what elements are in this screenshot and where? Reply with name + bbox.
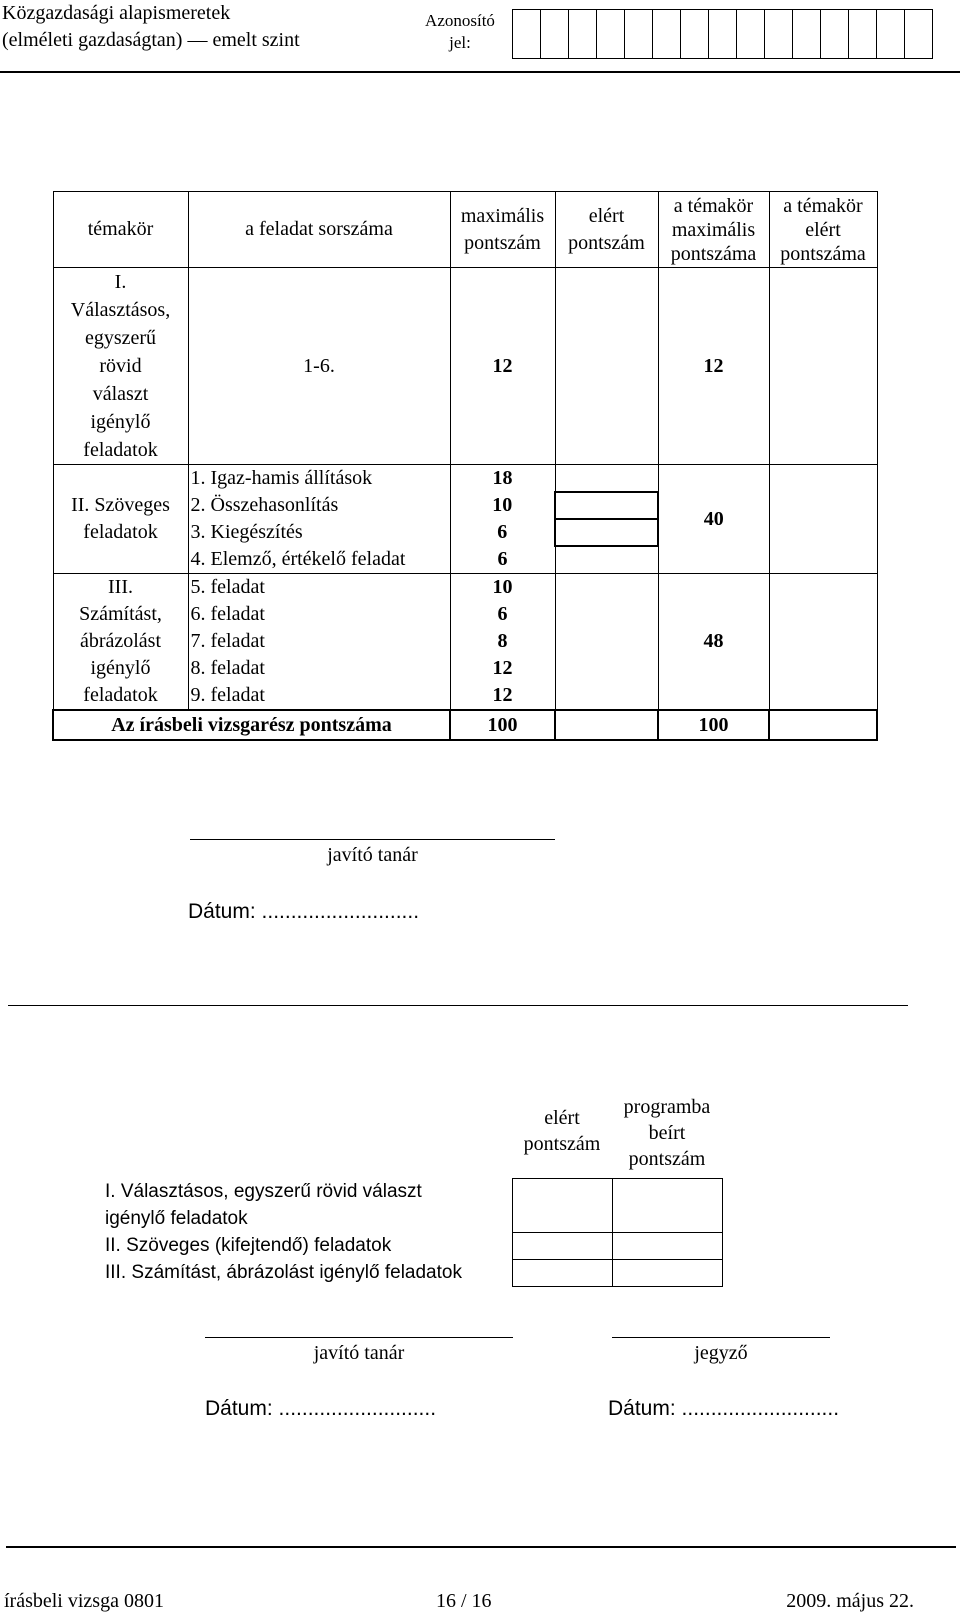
grader-role-2: javító tanár — [313, 1342, 405, 1364]
topic-cell-2 — [53, 465, 188, 574]
table-row — [53, 574, 877, 602]
id-box[interactable] — [764, 9, 793, 59]
id-box[interactable] — [904, 9, 933, 59]
header-divider — [0, 71, 960, 73]
header-topic-earned — [769, 192, 877, 268]
summary-header-program-l3: pontszám — [628, 1148, 706, 1170]
header-max-points-l1: maximális — [460, 204, 545, 227]
header-max-points-l2: pontszám — [464, 231, 541, 254]
total-topic-max: 100 — [658, 710, 769, 740]
summary-row — [102, 1232, 722, 1259]
topic-line: I. — [114, 271, 127, 293]
task-earned[interactable] — [555, 546, 658, 574]
header-topic-earned-l3: pontszáma — [780, 242, 866, 265]
footer-divider — [6, 1546, 956, 1548]
signature-line — [190, 839, 555, 840]
total-max: 100 — [450, 710, 555, 740]
summary-row-label-l1: I. Választásos, egyszerű rövid választ — [105, 1181, 422, 1202]
task-max: 12 — [450, 682, 555, 710]
summary-row — [102, 1259, 722, 1286]
topic-line: feladatok — [83, 684, 158, 706]
summary-row-label: III. Számítást, ábrázolást igénylő feladatok — [105, 1262, 462, 1283]
task-earned[interactable] — [555, 492, 658, 519]
footer-date: 2009. május 22. — [786, 1590, 914, 1612]
footer-page-number: 16 / 16 — [436, 1590, 492, 1612]
topic-line: egyszerű — [84, 327, 157, 349]
summary-earned-cell[interactable] — [512, 1178, 612, 1232]
task-earned[interactable] — [555, 519, 658, 546]
topic-line: igénylő — [90, 657, 151, 679]
topic-line: rövid — [99, 355, 142, 377]
id-label-line1: Azonosító — [425, 11, 495, 30]
topic-line: feladatok — [83, 439, 158, 461]
topic-earned[interactable] — [769, 268, 877, 465]
footer-left: írásbeli vizsga 0801 — [4, 1590, 164, 1612]
topic-earned[interactable] — [769, 574, 877, 711]
document-header-title — [2, 0, 300, 54]
summary-header-earned-l1: elért — [544, 1107, 580, 1129]
summary-program-cell[interactable] — [612, 1232, 722, 1259]
topic-line: II. Szöveges — [71, 494, 170, 516]
task-name: 2. Összehasonlítás — [188, 492, 450, 519]
task-name: 8. feladat — [188, 655, 450, 682]
summary-earned-cell[interactable] — [512, 1259, 612, 1286]
id-box[interactable] — [680, 9, 709, 59]
grader-role: javító tanár — [327, 844, 418, 866]
task-name: 7. feladat — [188, 628, 450, 655]
task-name: 4. Elemző, értékelő feladat — [188, 546, 450, 574]
total-earned[interactable] — [555, 710, 658, 740]
header-max-points — [450, 192, 555, 268]
topic-line: feladatok — [83, 521, 158, 543]
summary-row-label — [102, 1178, 512, 1232]
header-topic-max-l2: maximális — [671, 218, 756, 241]
topic-cell-1 — [53, 268, 188, 465]
task-name: 1-6. — [188, 268, 450, 465]
task-earned[interactable] — [555, 628, 658, 655]
task-max: 10 — [450, 492, 555, 519]
header-earned-points-l2: pontszám — [568, 231, 645, 254]
total-label: Az írásbeli vizsgarész pontszáma — [53, 710, 450, 740]
section-divider — [8, 1005, 908, 1006]
header-title-line1: Közgazdasági alapismeretek — [2, 2, 231, 24]
score-table — [52, 191, 878, 741]
topic-earned[interactable] — [769, 465, 877, 574]
table-row — [53, 268, 877, 465]
signature-line-right — [612, 1337, 830, 1338]
task-max: 12 — [450, 268, 555, 465]
summary-row-label-l2: igénylő feladatok — [105, 1208, 248, 1229]
summary-header-earned-l2: pontszám — [523, 1133, 601, 1155]
header-topic-earned-l1: a témakör — [783, 194, 863, 217]
id-box[interactable] — [792, 9, 821, 59]
summary-header-row — [102, 1134, 722, 1178]
total-topic-earned[interactable] — [769, 710, 877, 740]
id-label — [420, 10, 500, 54]
task-max: 6 — [450, 601, 555, 628]
topic-line: III. — [108, 576, 133, 598]
id-box[interactable] — [512, 9, 541, 59]
header-topic-max-l1: a témakör — [673, 194, 754, 217]
summary-program-cell[interactable] — [612, 1259, 722, 1286]
id-box[interactable] — [820, 9, 849, 59]
header-task-number: a feladat sorszáma — [188, 192, 450, 268]
task-max: 6 — [450, 519, 555, 546]
header-topic-earned-l2: elért — [805, 218, 841, 241]
table-row — [53, 465, 877, 493]
topic-line: ábrázolást — [79, 630, 162, 652]
id-box[interactable] — [876, 9, 905, 59]
topic-line: Választásos, — [70, 299, 171, 321]
total-row — [53, 710, 877, 740]
id-box[interactable] — [624, 9, 653, 59]
date-field-right[interactable]: Dátum: ........................... — [608, 1397, 840, 1420]
id-label-line2: jel: — [449, 33, 471, 52]
registrar-role: jegyző — [694, 1342, 748, 1364]
summary-program-cell[interactable] — [612, 1178, 722, 1232]
date-field-left[interactable]: Dátum: ........................... — [205, 1397, 437, 1420]
task-name: 3. Kiegészítés — [188, 519, 450, 546]
header-topic: témakör — [53, 192, 188, 268]
task-name: 6. feladat — [188, 601, 450, 628]
id-code-boxes[interactable] — [512, 9, 932, 59]
summary-header-empty — [102, 1134, 512, 1178]
id-box[interactable] — [652, 9, 681, 59]
task-max: 10 — [450, 574, 555, 602]
summary-row-label: II. Szöveges (kifejtendő) feladatok — [105, 1235, 392, 1256]
header-earned-points — [555, 192, 658, 268]
header-topic-max-l3: pontszáma — [670, 242, 757, 265]
topic-line: Számítást, — [79, 603, 162, 625]
summary-header-earned-wrap — [512, 1105, 612, 1157]
task-name: 9. feladat — [188, 682, 450, 710]
header-title-line2: (elméleti gazdaságtan) — emelt szint — [2, 29, 300, 51]
topic-line: választ — [92, 383, 149, 405]
summary-header-program — [612, 1096, 722, 1178]
summary-row — [102, 1178, 722, 1232]
date-field[interactable]: Dátum: ........................... — [188, 900, 420, 923]
task-earned[interactable] — [555, 601, 658, 628]
task-earned[interactable] — [555, 655, 658, 682]
id-box[interactable] — [736, 9, 765, 59]
header-earned-points-l1: elért — [588, 204, 625, 227]
task-max: 18 — [450, 465, 555, 493]
summary-header-earned — [512, 1107, 612, 1178]
summary-table — [102, 1096, 723, 1287]
score-table-header-row — [53, 192, 877, 268]
topic-max: 40 — [658, 465, 769, 574]
task-earned[interactable] — [555, 574, 658, 602]
summary-header-program-l1: programba — [623, 1096, 711, 1118]
summary-earned-cell[interactable] — [512, 1232, 612, 1259]
header-topic-max — [658, 192, 769, 268]
topic-max: 48 — [658, 574, 769, 711]
id-box[interactable] — [568, 9, 597, 59]
summary-header-program-wrap — [612, 1094, 722, 1172]
summary-header-program-l2: beírt — [648, 1122, 686, 1144]
task-max: 12 — [450, 655, 555, 682]
task-earned[interactable] — [555, 465, 658, 493]
task-max: 8 — [450, 628, 555, 655]
task-name: 5. feladat — [188, 574, 450, 602]
topic-cell-3 — [53, 574, 188, 711]
task-name: 1. Igaz-hamis állítások — [188, 465, 450, 493]
id-box[interactable] — [708, 9, 737, 59]
task-earned[interactable] — [555, 682, 658, 710]
id-box[interactable] — [540, 9, 569, 59]
task-earned[interactable] — [555, 268, 658, 465]
task-max: 6 — [450, 546, 555, 574]
id-box[interactable] — [596, 9, 625, 59]
topic-max: 12 — [658, 268, 769, 465]
signature-line-left — [205, 1337, 513, 1338]
id-box[interactable] — [848, 9, 877, 59]
topic-line: igénylő — [90, 411, 151, 433]
